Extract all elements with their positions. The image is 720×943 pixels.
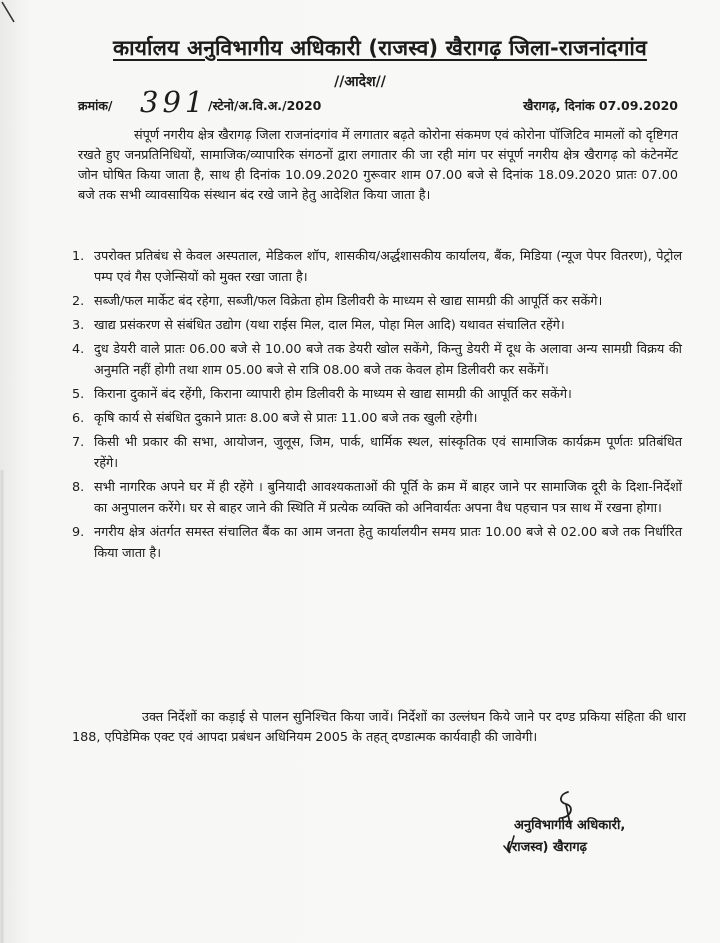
item-number: 8. [72,480,85,495]
item-number: 1. [72,249,85,264]
item-number: 9. [72,525,85,540]
intro-paragraph: संपूर्ण नगरीय क्षेत्र खैरागढ़ जिला राजनांदगांव में लगातार बढ़ते कोरोना संकमण एवं कोरोना पॉजिटिव मामलों को दृष्टिगत रखते हुए जनप्रतिनिधियों, सामाजिक/व्यापारिक संगठनों द्वारा लगातार की जा रही मांग पर संपूर्ण नगरीय क्षेत्र खैरागढ़ को कंटेनमेंट जोन घोषित किया जाता है, साथ ही दिनांक 10.09.2020 गुरूवार शाम 07.00 बजे से दिनांक 18.09.2020 प्रातः 07.00 बजे तक सभी व्यावसायिक संस्थान बंद रखे जाने हेतु आदेशित किया जाता है। [78,128,678,203]
list-item [72,432,682,474]
list-item [72,408,682,429]
order-items-list [72,246,682,567]
signatory-designation: अनुविभागीय अधिकारी, [514,818,626,833]
item-text: कृषि कार्य से संबंधित दुकाने प्रातः 8.00 बजे से प्रातः 11.00 बजे तक खुली रहेगी। [94,411,478,426]
reference-line [78,85,678,119]
item-text: किराना दुकानें बंद रहेंगी, किराना व्यापारी होम डिलीवरी के माध्यम से खाद्य सामग्री की आपूर्ति कर सकेंगे। [94,387,572,402]
item-text: सब्जी/फल मार्केट बंद रहेगा, सब्जी/फल विक्रेता होम डिलीवरी के माध्यम से खाद्य सामग्री की आपूर्ति कर सकेंगे। [94,294,603,309]
item-number: 2. [72,294,85,309]
list-item [72,291,682,312]
office-title: कार्यालय अनुविभागीय अधिकारी (राजस्व) खैरागढ़ जिला-राजनांदगांव [113,36,647,60]
list-item [72,522,682,564]
signatory-office: (राजस्व) खैरागढ़ [506,840,587,855]
item-text: दुध डेयरी वाले प्रातः 06.00 बजे से 10.00 बजे तक डेयरी खोल सकेंगे, किन्तु डेयरी में दूध के अलावा अन्य सामग्री विक्रय की अनुमति नहीं होगी तथा शाम 05.00 बजे से रात्रि 08.00 बजे तक केवल होम डिलीवरी कर सकेंगें। [94,342,682,378]
item-number: 7. [72,435,85,450]
list-item [72,246,682,288]
item-number: 6. [72,411,85,426]
list-item [72,477,682,519]
order-heading: //आदेश// [334,74,386,90]
item-number: 3. [72,318,85,333]
item-text: सभी नागरिक अपने घर में ही रहेंगे । बुनियादी आवश्यकताओं की पूर्ति के क्रम में बाहर जाने पर सामाजिक दूरी के दिशा-निर्देशों का अनुपालन करेंगे। घर से बाहर जाने की स्थिति में प्रत्येक व्यक्ति को अनिवार्यतः अपना वैध पहचान पत्र साथ में रखना होगा। [94,480,682,516]
reference-code: /स्टेनो/अ.वि.अ./2020 [208,98,322,113]
place-date: खैरागढ़, दिनांक 07.09.2020 [523,98,678,113]
list-item [72,315,682,336]
closing-paragraph: उक्त निर्देशों का कड़ाई से पालन सुनिश्चित किया जावें। निर्देशों का उल्लंघन किये जाने पर दण्ड प्रकिया संहिता की धारा 188, एपिडेमिक एक्ट एवं आपदा प्रबंधन अधिनियम 2005 के तहत् दण्डात्मक कार्यवाही की जावेगी। [72,710,686,745]
item-text: खाद्य प्रसंकरण से संबंधित उद्योग (यथा राईस मिल, दाल मिल, पोहा मिल आदि) यथावत संचालित रहेंगे। [94,318,565,333]
item-text: किसी भी प्रकार की सभा, आयोजन, जुलूस, जिम, पार्क, धार्मिक स्थल, सांस्कृतिक एवं सामाजिक कार्यक्रम पूर्णतः प्रतिबंधित रहेंगे। [94,435,682,471]
reference-label: क्रमांक/ [78,98,113,113]
list-item [72,384,682,405]
reference-number: 391 [140,85,208,119]
item-text: नगरीय क्षेत्र अंतर्गत समस्त संचालित बैंक का आम जनता हेतु कार्यालयीन समय प्रातः 10.00 बजे से 02.00 बजे तक निर्धारित किया जाता है। [94,525,682,561]
item-number: 5. [72,387,85,402]
list-item [72,339,682,381]
margin-pen-mark [0,0,40,943]
item-text: उपरोक्त प्रतिबंध से केवल अस्पताल, मेडिकल शॉप, शासकीय/अर्द्धशासकीय कार्यालय, बैंक, मिडिया (न्यूज पेपर वितरण), पेट्रोल पम्प एवं गैस एजेन्सियों को मुक्त रखा जाता है। [94,249,682,285]
item-number: 4. [72,342,85,357]
